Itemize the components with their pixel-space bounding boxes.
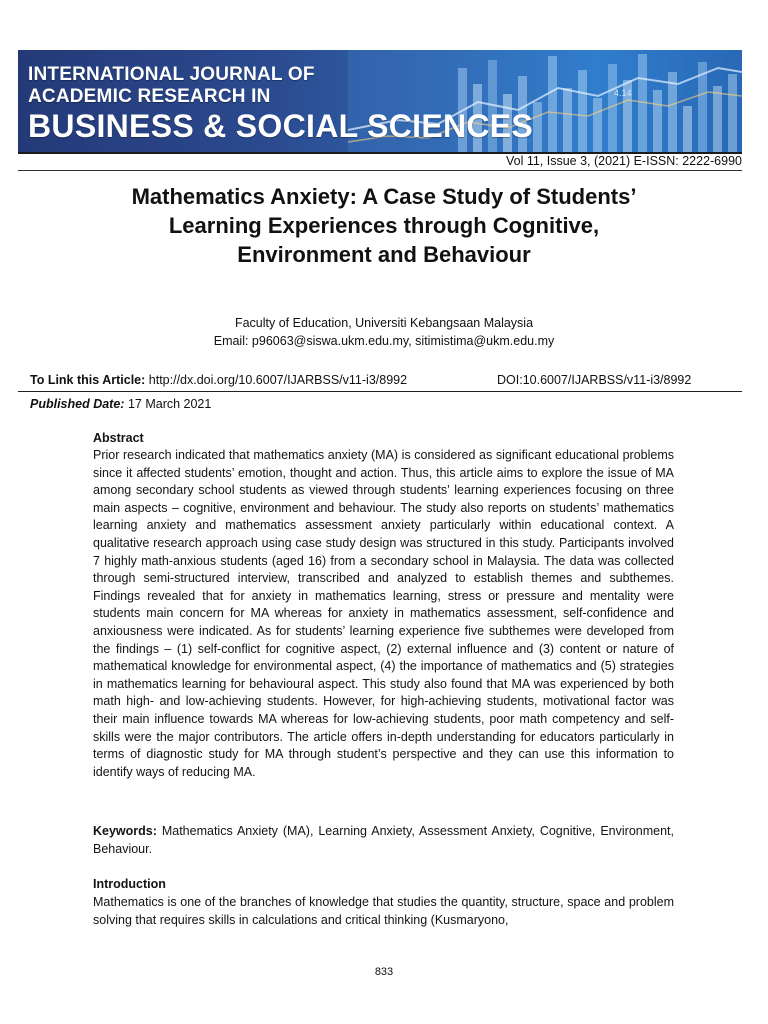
- journal-banner: [18, 50, 742, 152]
- page-number: 833: [374, 966, 394, 978]
- journal-name-line2: ACADEMIC RESEARCH IN: [28, 86, 271, 107]
- introduction-heading: Introduction: [93, 877, 166, 891]
- article-doi: DOI:10.6007/IJARBSS/v11-i3/8992: [497, 373, 692, 387]
- title-line-1: Mathematics Anxiety: A Case Study of Students’: [131, 184, 637, 209]
- link-rule: [18, 391, 742, 392]
- journal-name-line1: INTERNATIONAL JOURNAL OF: [28, 64, 315, 85]
- author-affiliation: [60, 314, 708, 350]
- article-title: [60, 182, 708, 269]
- published-date-line: [30, 397, 211, 411]
- keywords: [93, 823, 674, 858]
- link-label: To Link this Article:: [30, 373, 146, 387]
- keywords-text: Mathematics Anxiety (MA), Learning Anxiety, Assessment Anxiety, Cognitive, Environment, Behaviour.: [93, 824, 674, 856]
- article-link[interactable]: http://dx.doi.org/10.6007/IJARBSS/v11-i3/8992: [148, 373, 408, 387]
- journal-name-line3: BUSINESS & SOCIAL SCIENCES: [28, 108, 534, 144]
- title-line-2: Learning Experiences through Cognitive,: [168, 213, 600, 238]
- title-line-3: Environment and Behaviour: [237, 242, 531, 267]
- volume-info: Vol 11, Issue 3, (2021) E-ISSN: 2222-6990: [505, 154, 742, 168]
- keywords-label: Keywords:: [93, 824, 157, 838]
- published-date: 17 March 2021: [127, 397, 212, 411]
- affiliation: Faculty of Education, Universiti Kebangsaan Malaysia: [234, 316, 534, 330]
- abstract-text: Prior research indicated that mathematics anxiety (MA) is considered as significant educational problems since it affected students’ emotion, thought and action. Thus, this article aims to explore the issue of MA among secondary school students as viewed through students’ learning experiences focusing on three main aspects – cognitive, environment and behaviour. The study also reports on students’ mathematics learning anxiety and mathematics assessment anxiety particularly within educational context. A qualitative research approach using case study design was structured in this study. Participants involved 7 highly math-anxious students (aged 16) from a secondary school in Malaysia. The data was collected through semi-structured interview, transcribed and analyzed to establish themes and subthemes. Findings revealed that for anxiety in mathematics learning, stress or pressure and mentality were students main concern for MA whereas for anxiety in mathematics assessment, self-confidence and anxiousness were indicated. As for students’ learning experience five subthemes were developed from the findings – (1) self-conflict for cognitive aspect, (2) external influence and (3) content or nature of mathematical knowledge for environmental aspect, (4) the importance of mathematics and (5) strategies in mathematics learning for behavioural aspect. This study also found that MA was experienced by both math high- and low-achieving students. However, for high-achieving students, motivational factor was their main influence towards MA whereas for low-achieving students, poor math competency and self-skills were the major contributors. The article offers in-depth understanding for educators particularly in terms of diagnostic study for MA through student’s perspective and they can use this information to identify ways of reducing MA.: [93, 448, 674, 779]
- abstract-heading: Abstract: [93, 431, 144, 445]
- introduction-text: Mathematics is one of the branches of knowledge that studies the quantity, structure, space and problem solving that requires skills in calculations and critical thinking (Kusmaryono,: [93, 895, 674, 927]
- published-label: Published Date:: [30, 397, 125, 411]
- author-email: Email: p96063@siswa.ukm.edu.my, sitimistima@ukm.edu.my: [213, 334, 555, 348]
- article-link-line: [30, 373, 720, 387]
- banner-number: 4.14: [614, 88, 632, 98]
- volume-rule: [18, 170, 742, 171]
